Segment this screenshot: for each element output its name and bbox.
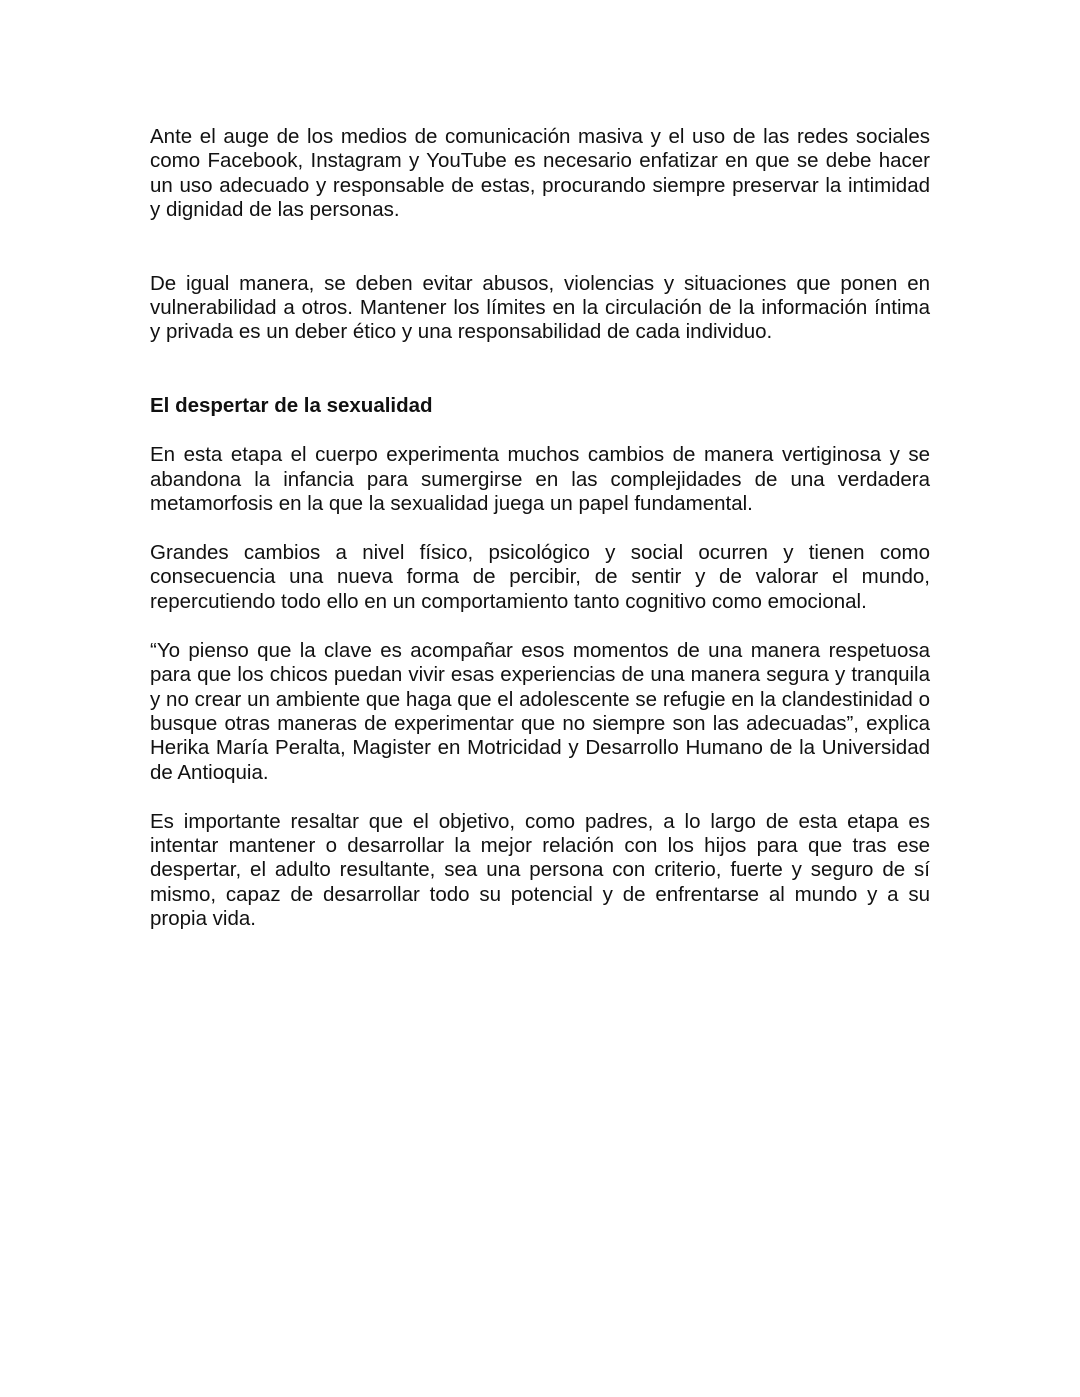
document-body: [150, 125, 930, 932]
section-paragraph-great-changes: Grandes cambios a nivel físico, psicológico y social ocurren y tienen como consecuencia una nueva forma de percibir, de sentir y de valorar el mundo, repercutiendo todo ello en un comportamiento tanto cognitivo como emocional.: [150, 540, 930, 613]
intro-paragraph-social-media: Ante el auge de los medios de comunicación masiva y el uso de las redes sociales como Facebook, Instagram y YouTube es necesario enfatizar en que se debe hacer un uso adecuado y responsable de estas, procurando siempre preservar la intimidad y dignidad de las personas.: [150, 125, 930, 222]
intro-paragraph-privacy: De igual manera, se deben evitar abusos, violencias y situaciones que ponen en vulnerabilidad a otros. Mantener los límites en la circulación de la información íntima y privada es un deber ético y una responsabilidad de cada individuo.: [150, 271, 930, 344]
section-paragraph-quote: “Yo pienso que la clave es acompañar esos momentos de una manera respetuosa para que los chicos puedan vivir esas experiencias de una manera segura y tranquila y no crear un ambiente que haga que el adolescente se refugie en la clandestinidad o busque otras maneras de experimentar que no siempre son las adecuadas”, explica Herika María Peralta, Magister en Motricidad y Desarrollo Humano de la Universidad de Antioquia.: [150, 638, 930, 784]
section-paragraph-body-changes: En esta etapa el cuerpo experimenta muchos cambios de manera vertiginosa y se abandona la infancia para sumergirse en las complejidades de una verdadera metamorfosis en la que la sexualidad juega un papel fundamental.: [150, 443, 930, 516]
section-paragraph-parents-objective: Es importante resaltar que el objetivo, como padres, a lo largo de esta etapa es intentar mantener o desarrollar la mejor relación con los hijos para que tras ese despertar, el adulto resultante, sea una persona con criterio, fuerte y seguro de sí mismo, capaz de desarrollar todo su potencial y de enfrentarse al mundo y a su propia vida.: [150, 809, 930, 931]
section-heading: El despertar de la sexualidad: [150, 393, 433, 417]
